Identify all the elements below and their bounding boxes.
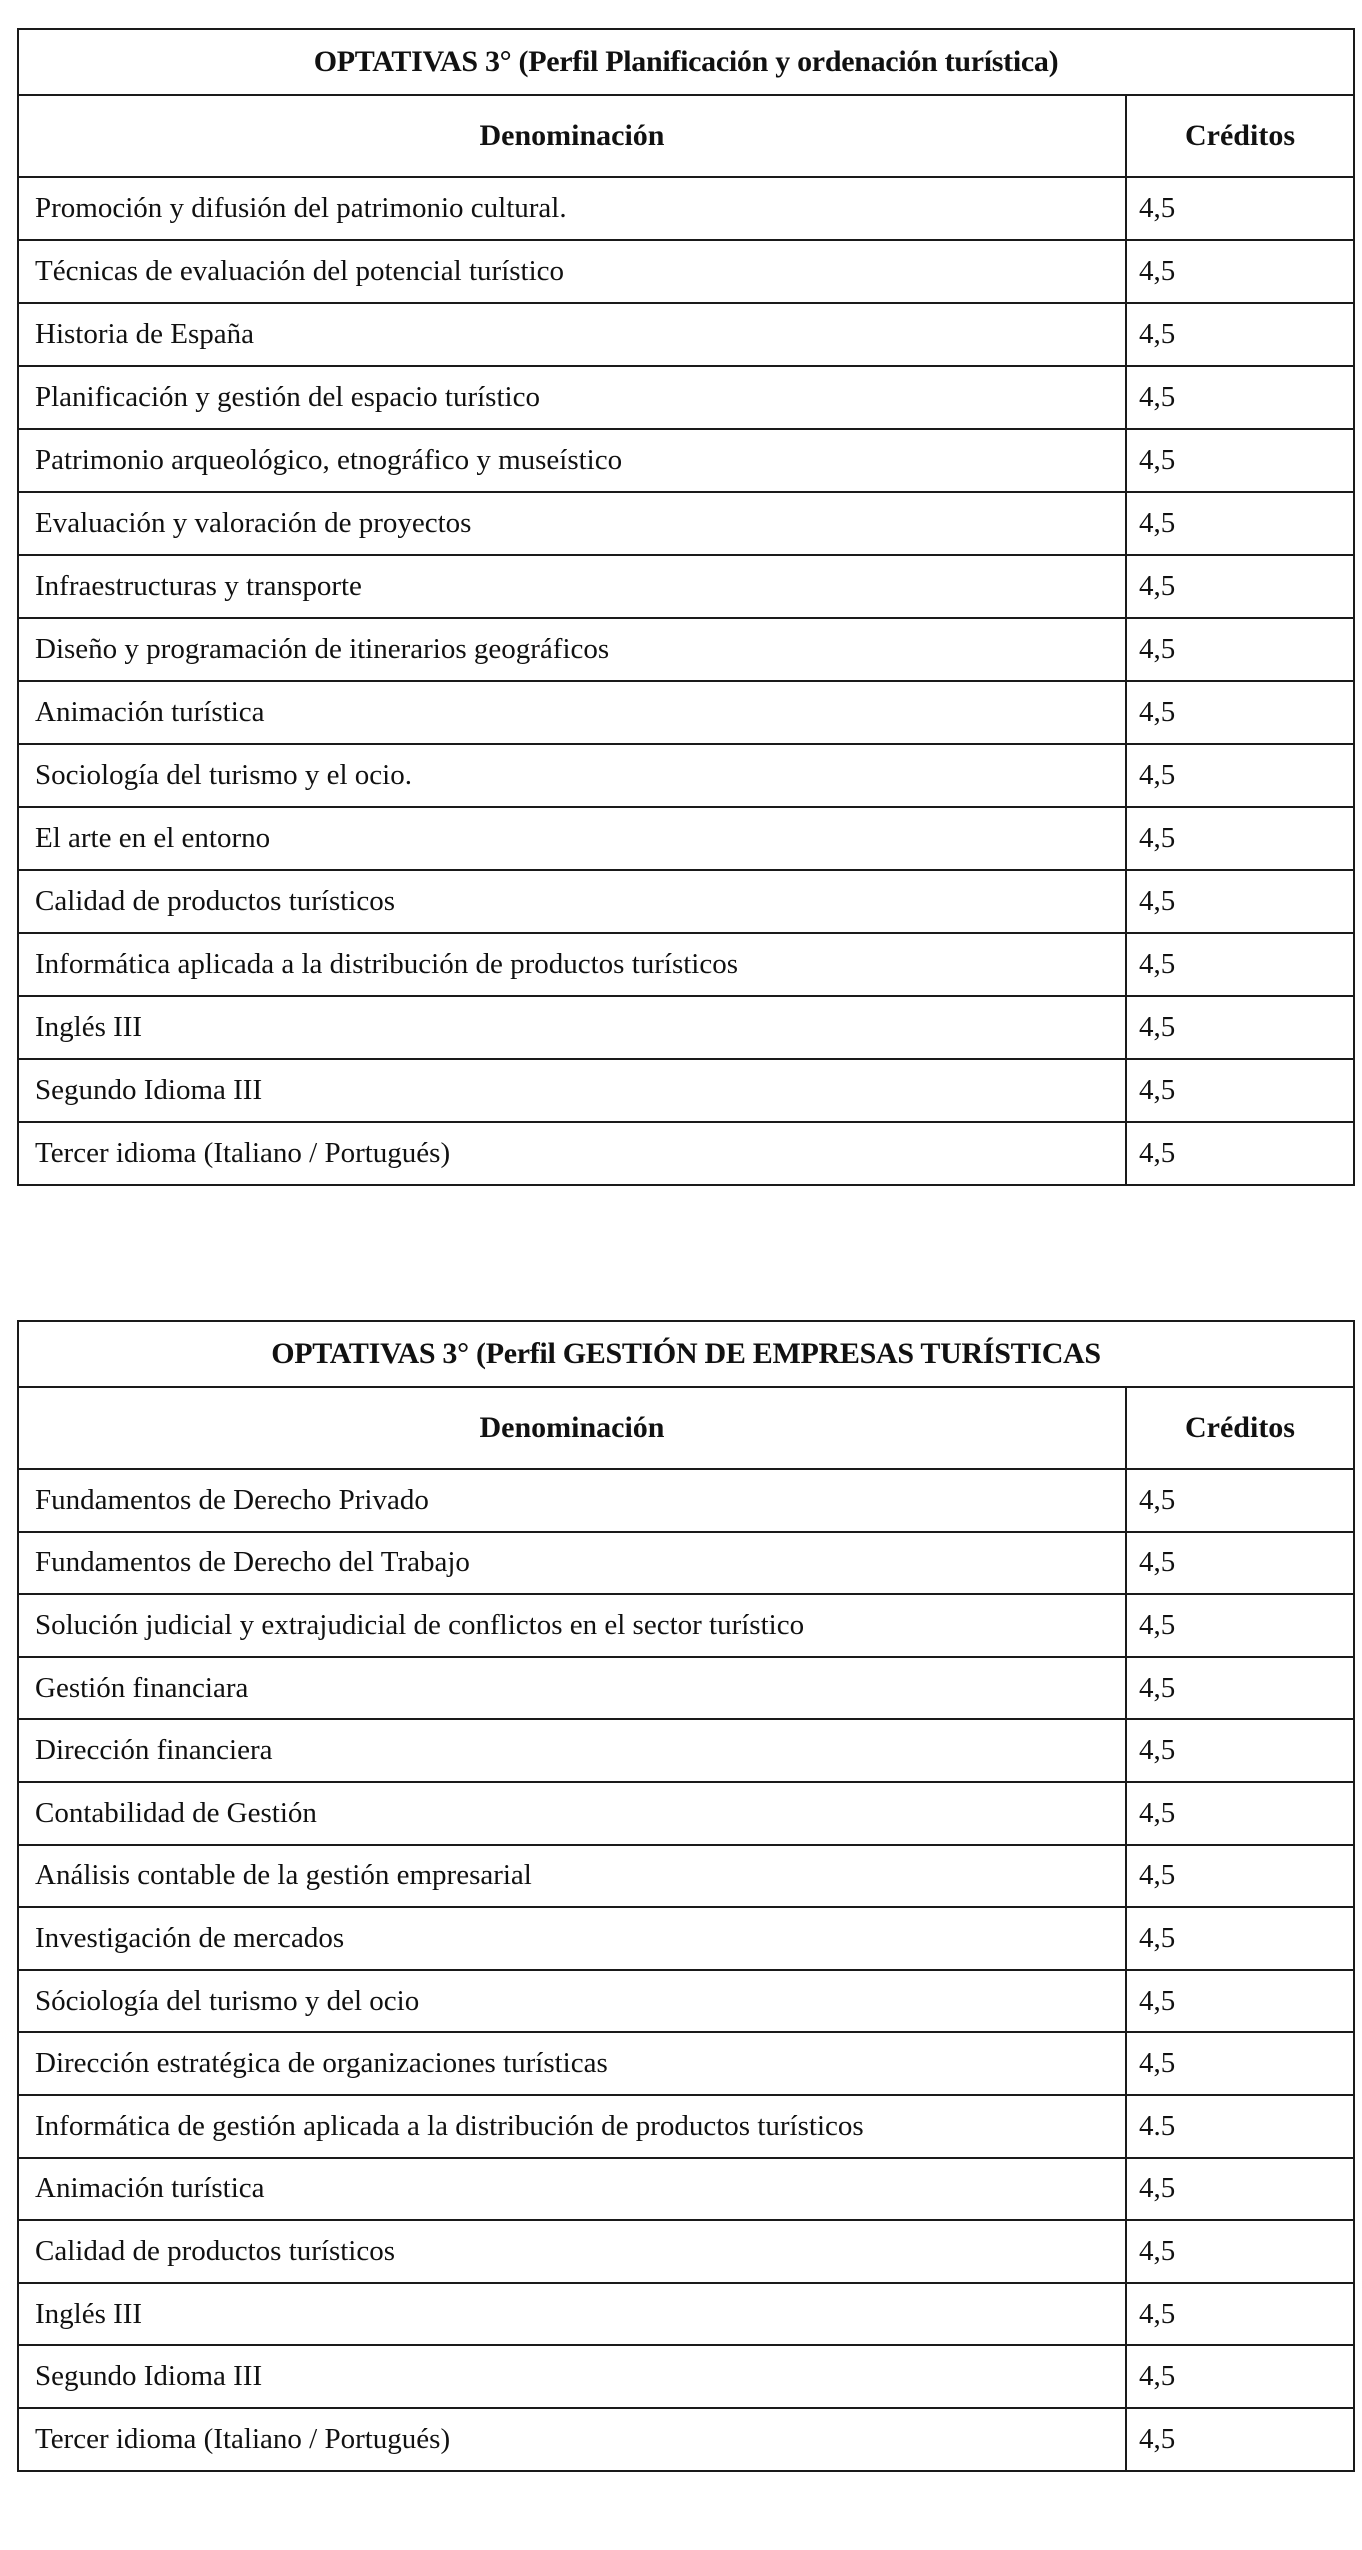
course-name: Contabilidad de Gestión [18,1782,1126,1845]
table-row [18,1594,1354,1657]
course-name: Inglés III [18,2283,1126,2346]
course-name: Análisis contable de la gestión empresarial [18,1845,1126,1908]
table-row [18,1657,1354,1720]
table-row [18,240,1354,303]
course-credits: 4,5 [1126,618,1354,681]
course-name: Dirección estratégica de organizaciones turísticas [18,2032,1126,2095]
table-row [18,744,1354,807]
course-credits: 4.5 [1126,2095,1354,2158]
column-header-name: Denominación [18,1387,1126,1469]
table-row [18,618,1354,681]
table-row [18,2095,1354,2158]
course-name: Calidad de productos turísticos [18,870,1126,933]
table-title-row [18,29,1354,95]
table-row [18,1059,1354,1122]
table-row [18,2220,1354,2283]
course-credits: 4,5 [1126,240,1354,303]
course-name: Segundo Idioma III [18,2345,1126,2408]
course-name: Patrimonio arqueológico, etnográfico y museístico [18,429,1126,492]
course-credits: 4,5 [1126,933,1354,996]
course-credits: 4,5 [1126,2158,1354,2221]
course-name: Solución judicial y extrajudicial de conflictos en el sector turístico [18,1594,1126,1657]
table-row [18,177,1354,240]
table-row [18,1845,1354,1908]
course-name: Infraestructuras y transporte [18,555,1126,618]
course-name: Inglés III [18,996,1126,1059]
table-row [18,1907,1354,1970]
course-credits: 4,5 [1126,1782,1354,1845]
course-name: Gestión financiara [18,1657,1126,1720]
course-credits: 4,5 [1126,1845,1354,1908]
course-credits: 4,5 [1126,1532,1354,1595]
course-name: Sóciología del turismo y del ocio [18,1970,1126,2033]
table-body [18,177,1354,1185]
table-row [18,2283,1354,2346]
course-credits: 4,5 [1126,1907,1354,1970]
course-name: Tercer idioma (Italiano / Portugués) [18,2408,1126,2471]
course-credits: 4,5 [1126,1719,1354,1782]
table-body [18,1469,1354,2471]
course-name: Informática aplicada a la distribución de productos turísticos [18,933,1126,996]
table-row [18,1719,1354,1782]
table-row [18,870,1354,933]
course-name: Calidad de productos turísticos [18,2220,1126,2283]
course-credits: 4,5 [1126,870,1354,933]
course-credits: 4,5 [1126,2408,1354,2471]
table-row [18,1782,1354,1845]
course-credits: 4,5 [1126,177,1354,240]
course-name: Planificación y gestión del espacio turístico [18,366,1126,429]
course-name: Diseño y programación de itinerarios geográficos [18,618,1126,681]
course-name: Tercer idioma (Italiano / Portugués) [18,1122,1126,1185]
table-row [18,2345,1354,2408]
column-header-credits: Créditos [1126,1387,1354,1469]
course-credits: 4,5 [1126,2283,1354,2346]
course-name: Sociología del turismo y el ocio. [18,744,1126,807]
table-row [18,2408,1354,2471]
course-credits: 4,5 [1126,2032,1354,2095]
course-credits: 4,5 [1126,807,1354,870]
course-name: Dirección financiera [18,1719,1126,1782]
course-credits: 4,5 [1126,429,1354,492]
course-credits: 4,5 [1126,303,1354,366]
table-row [18,807,1354,870]
table-row [18,2032,1354,2095]
optativas-planificacion-table [17,28,1355,1186]
course-credits: 4,5 [1126,1122,1354,1185]
course-credits: 4,5 [1126,1059,1354,1122]
course-credits: 4,5 [1126,1594,1354,1657]
course-credits: 4,5 [1126,492,1354,555]
table-row [18,996,1354,1059]
table-row [18,1469,1354,1532]
table-row [18,429,1354,492]
course-name: Fundamentos de Derecho Privado [18,1469,1126,1532]
course-name: Evaluación y valoración de proyectos [18,492,1126,555]
table-title: OPTATIVAS 3° (Perfil Planificación y ordenación turística) [18,29,1354,95]
table-row [18,492,1354,555]
table-title: OPTATIVAS 3° (Perfil GESTIÓN DE EMPRESAS TURÍSTICAS [18,1321,1354,1387]
table-row [18,303,1354,366]
column-header-credits: Créditos [1126,95,1354,177]
table-header-row [18,1387,1354,1469]
course-credits: 4,5 [1126,681,1354,744]
course-credits: 4,5 [1126,2220,1354,2283]
course-credits: 4,5 [1126,2345,1354,2408]
course-credits: 4,5 [1126,996,1354,1059]
table-row [18,1970,1354,2033]
course-credits: 4,5 [1126,1469,1354,1532]
table-row [18,1532,1354,1595]
course-name: Fundamentos de Derecho del Trabajo [18,1532,1126,1595]
course-name: Animación turística [18,2158,1126,2221]
course-name: Animación turística [18,681,1126,744]
course-credits: 4,5 [1126,555,1354,618]
table-row [18,555,1354,618]
course-credits: 4,5 [1126,744,1354,807]
course-name: Promoción y difusión del patrimonio cultural. [18,177,1126,240]
table-row [18,366,1354,429]
column-header-name: Denominación [18,95,1126,177]
course-credits: 4,5 [1126,1970,1354,2033]
table-title-row [18,1321,1354,1387]
course-credits: 4,5 [1126,1657,1354,1720]
optativas-gestion-empresas-table [17,1320,1355,2472]
table-header-row [18,95,1354,177]
table-row [18,933,1354,996]
course-name: Técnicas de evaluación del potencial turístico [18,240,1126,303]
course-name: Investigación de mercados [18,1907,1126,1970]
course-name: El arte en el entorno [18,807,1126,870]
course-credits: 4,5 [1126,366,1354,429]
table-row [18,681,1354,744]
course-name: Segundo Idioma III [18,1059,1126,1122]
course-name: Historia de España [18,303,1126,366]
table-row [18,1122,1354,1185]
course-name: Informática de gestión aplicada a la distribución de productos turísticos [18,2095,1126,2158]
table-row [18,2158,1354,2221]
